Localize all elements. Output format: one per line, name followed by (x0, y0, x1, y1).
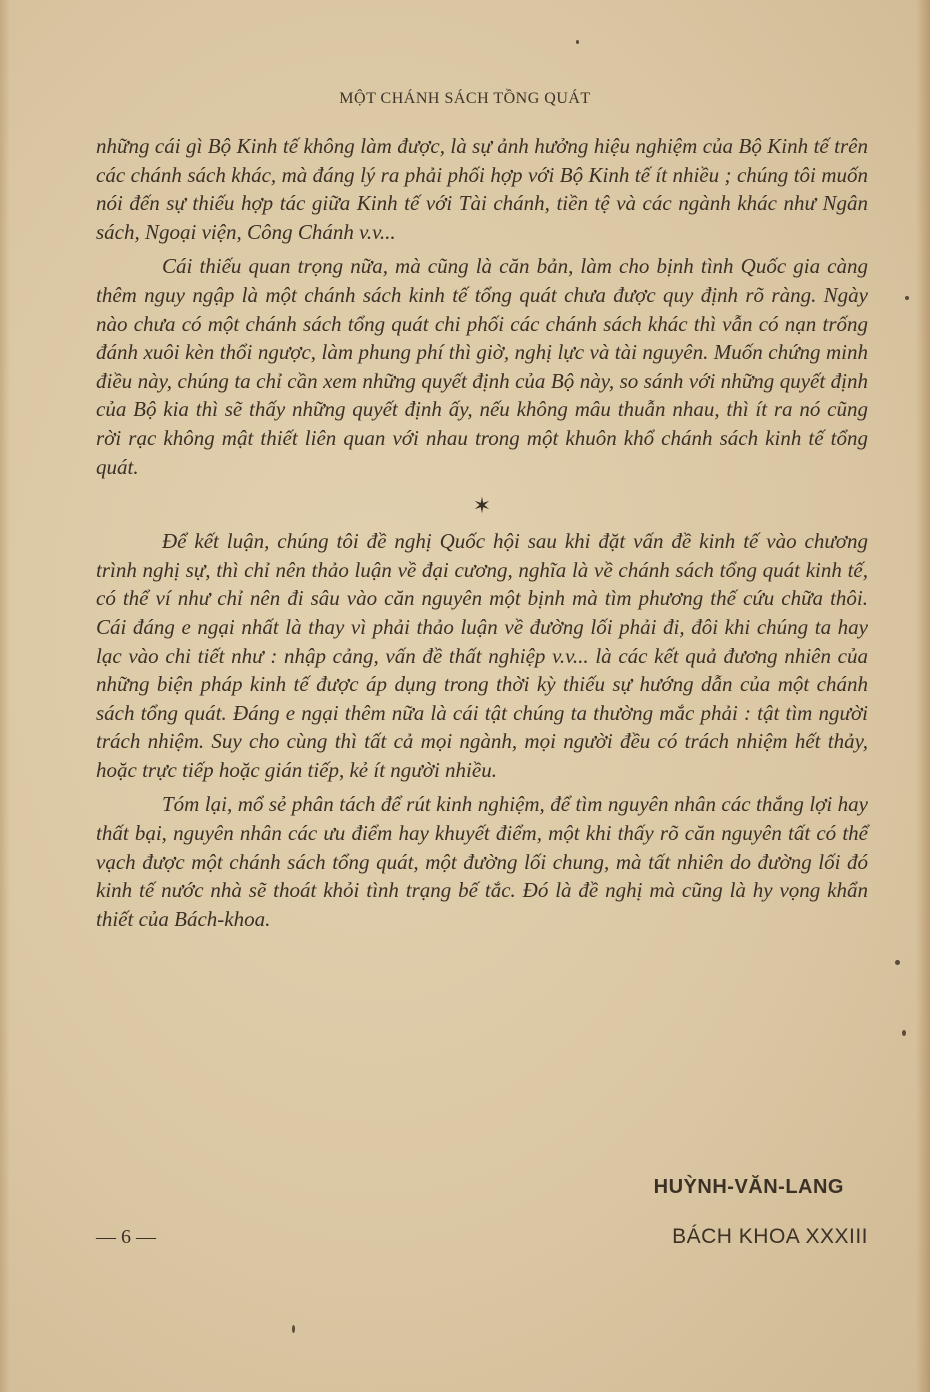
article-body (96, 132, 868, 933)
running-title: MỘT CHÁNH SÁCH TỒNG QUÁT (339, 90, 591, 107)
author-signature: HUỲNH-VĂN-LANG (653, 1176, 844, 1198)
paper-speck (902, 1030, 906, 1036)
paragraph-4: Tóm lại, mổ sẻ phân tách để rút kinh nghiệm, để tìm nguyên nhân các thắng lợi hay thất bại, nguyên nhân các ưu điểm hay khuyết điểm, một khi thấy rõ căn nguyên tất có thể vạch được một chánh sách tổng quát, một đường lối chung, mà tất nhiên do đường lối đó kinh tế nước nhà sẽ thoát khỏi tình trạng bế tắc. Đó là đề nghị mà cũng là hy vọng khẩn thiết của Bách-khoa. (96, 792, 868, 931)
paper-speck (292, 1325, 295, 1333)
paragraph-1: những cái gì Bộ Kinh tế không làm được, là sự ảnh hưởng hiệu nghiệm của Bộ Kinh tế trên các chánh sách khác, mà đáng lý ra phải phối hợp với Bộ Kinh tế ít nhiều ; chúng tôi muốn nói đến sự thiếu hợp tác giữa Kinh tế với Tài chánh, tiền tệ và các ngành khác như Ngân sách, Ngoại viện, Công Chánh v.v... (96, 134, 868, 244)
journal-name: BÁCH KHOA XXXIII (672, 1225, 868, 1248)
page-number: — 6 — (96, 1226, 156, 1248)
paper-speck (576, 40, 579, 44)
paragraph-2: Cái thiếu quan trọng nữa, mà cũng là căn bản, làm cho bịnh tình Quốc gia càng thêm nguy ngập là một chánh sách kinh tế tổng quát chưa được quy định rõ ràng. Ngày nào chưa có một chánh sách tổng quát chi phối các chánh sách khác thì vẫn có nạn trống đánh xuôi kèn thổi ngược, làm phung phí thì giờ, nghị lực và tài nguyên. Muốn chứng minh điều này, chúng ta chỉ cần xem những quyết định của Bộ này, so sánh với những quyết định của Bộ kia thì sẽ thấy những quyết định ấy, nếu không mâu thuẫn nhau, thì ít ra nó cũng rời rạc không mật thiết liên quan với nhau trong một khuôn khổ chánh sách kinh tế tổng quát. (96, 254, 868, 479)
paper-speck (905, 296, 909, 300)
page-edge-shadow-left (0, 0, 10, 1392)
page-edge-shadow-right (916, 0, 930, 1392)
paragraph-3: Để kết luận, chúng tôi đề nghị Quốc hội sau khi đặt vấn đề kinh tế vào chương trình nghị sự, thì chỉ nên thảo luận về đại cương, nghĩa là về chánh sách tổng quát kinh tế, có thể ví như chỉ nên đi sâu vào căn nguyên một bịnh mà tìm phương thế cứu chữa thôi. Cái đáng e ngại nhất là thay vì phải thảo luận về đường lối phải đi, đôi khi chúng ta hay lạc vào chi tiết như : nhập cảng, vấn đề thất nghiệp v.v... là các kết quả đương nhiên của những biện pháp kinh tế được áp dụng trong thời kỳ thiếu sự hướng dẫn của một chánh sách tổng quát. Đáng e ngại thêm nữa là cái tật chúng ta thường mắc phải : tật tìm người trách nhiệm. Suy cho cùng thì tất cả mọi ngành, mọi người đều có trách nhiệm hết thảy, hoặc trực tiếp hoặc gián tiếp, kẻ ít người nhiều. (96, 529, 868, 782)
section-separator-star: ✶ (472, 493, 492, 519)
paper-speck (895, 960, 900, 965)
